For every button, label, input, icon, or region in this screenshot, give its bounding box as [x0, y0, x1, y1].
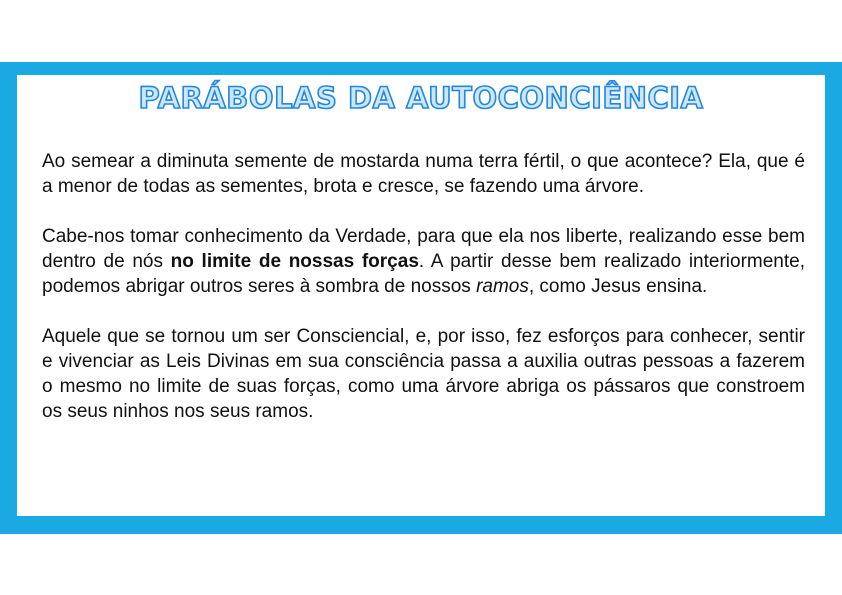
paragraph-2 — [42, 224, 805, 299]
paragraph-2-part-1: Cabe-nos tomar conhecimento da Verdade, para que ela nos liberte, realizando esse bem dentro de nós — [42, 226, 805, 272]
text-body — [42, 149, 805, 449]
paragraph-2-bold: no limite de nossas forças — [170, 251, 419, 272]
paragraph-2-part-3: , como Jesus ensina. — [528, 276, 708, 297]
paragraph-3: Aquele que se tornou um ser Consciencial, e, por isso, fez esforços para conhecer, sentir e vivenciar as Leis Divinas em sua consciência passa a auxilia outras pessoas a fazerem o mesmo no limite de suas forças, como uma árvore abriga os pássaros que constroem os seus ninhos nos seus ramos. — [42, 326, 805, 422]
content-panel — [17, 75, 825, 516]
page-title: PARÁBOLAS DA AUTOCONCIÊNCIA — [138, 81, 704, 115]
paragraph-2-part-2: . A partir desse bem realizado interiormente, podemos abrigar outros seres à sombra de nossos — [42, 251, 805, 297]
paragraph-1: Ao semear a diminuta semente de mostarda numa terra fértil, o que acontece? Ela, que é a menor de todas as sementes, brota e cresce, se fazendo uma árvore. — [42, 151, 805, 197]
paragraph-2-italic: ramos — [476, 276, 529, 297]
blue-frame — [0, 62, 842, 534]
